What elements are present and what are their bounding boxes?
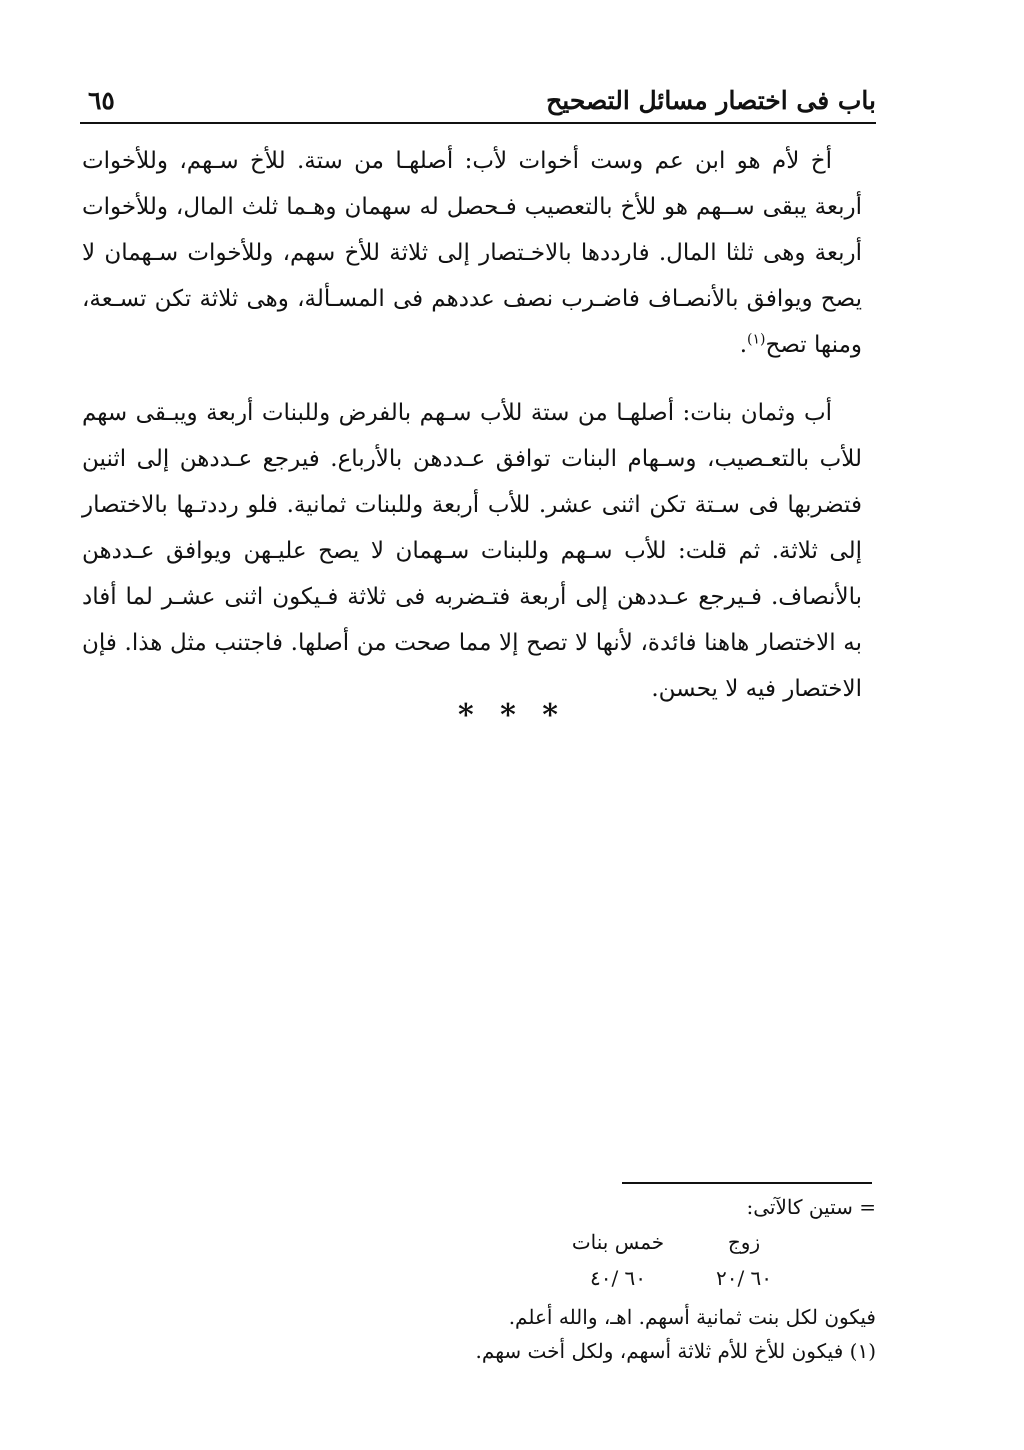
running-title: باب فى اختصار مسائل التصحيح [546, 86, 876, 115]
page-header [80, 80, 876, 120]
heir-name: خمس بنات [571, 1230, 665, 1254]
heir-share: ٦٠ /٤٠ [589, 1266, 647, 1290]
heirs-table [82, 1224, 876, 1300]
footnotes [82, 1190, 876, 1368]
paragraph-1-text: أخ لأم هو ابن عم وست أخوات لأب: أصلهـا من ستة. للأخ سـهم، وللأخوات أربعة يبقى ســهم هو للأخ بالتعصيب فـحصل له سهمان وهـما ثلث المال، وللأخوات أربعة وهى ثلثا المال. فارددها بالاخـتصار إلى ثلاثة للأخ سهم، وللأخوات سـهمان لا يصح ويوافق بالأنصـاف فاضـرب نصف عددهم فى المسـألة، وهى ثلاثة تكن تسـعة، ومنها تصح [82, 148, 862, 358]
heir-share: ٦٠ /٢٠ [715, 1266, 773, 1290]
paragraph-1 [82, 138, 862, 368]
footnote-conclusion: فيكون لكل بنت ثمانية أسهم. اهـ، والله أعلم. [508, 1305, 876, 1329]
heir-column [684, 1224, 804, 1296]
footnote-1: (١) فيكون للأخ للأم ثلاثة أسهم، ولكل أخت سهم. [475, 1339, 876, 1363]
page-number: ٦٥ [88, 86, 115, 115]
heir-name: زوج [727, 1230, 761, 1254]
footnote-rule [622, 1182, 872, 1184]
footnote-reference: (١) [747, 331, 766, 348]
header-rule [80, 122, 876, 124]
footnote-continuation: = ستين كالآتى: [746, 1195, 876, 1219]
body-text [82, 138, 862, 712]
paragraph-2: أب وثمان بنات: أصلهـا من ستة للأب سـهم بالفرض وللبنات أربعة ويبـقى سهم للأب بالتعـصيب، وسـهام البنات توافق عـددهن بالأرباع. فيرجع عـددهن إلى اثنين فتضربها فى سـتة تكن اثنى عشر. للأب أربعة وللبنات ثمانية. فلو رددتـها بالاختصار إلى ثلاثة. ثم قلت: للأب سـهم وللبنات سـهمان لا يصح عليـهن ويوافق عـددهن بالأنصاف. فـيرجع عـددهن إلى أربعة فتـضربه فى ثلاثة فـيكون اثنى عشـر لما أفاد به الاختصار هاهنا فائدة، لأنها لا تصح إلا مما صحت من أصلها. فاجتنب مثل هذا. فإن الاختصار فيه لا يحسن. [82, 400, 862, 702]
heir-column [558, 1224, 678, 1296]
paragraph-1-end: . [739, 332, 748, 358]
section-separator: * * * [458, 698, 566, 733]
